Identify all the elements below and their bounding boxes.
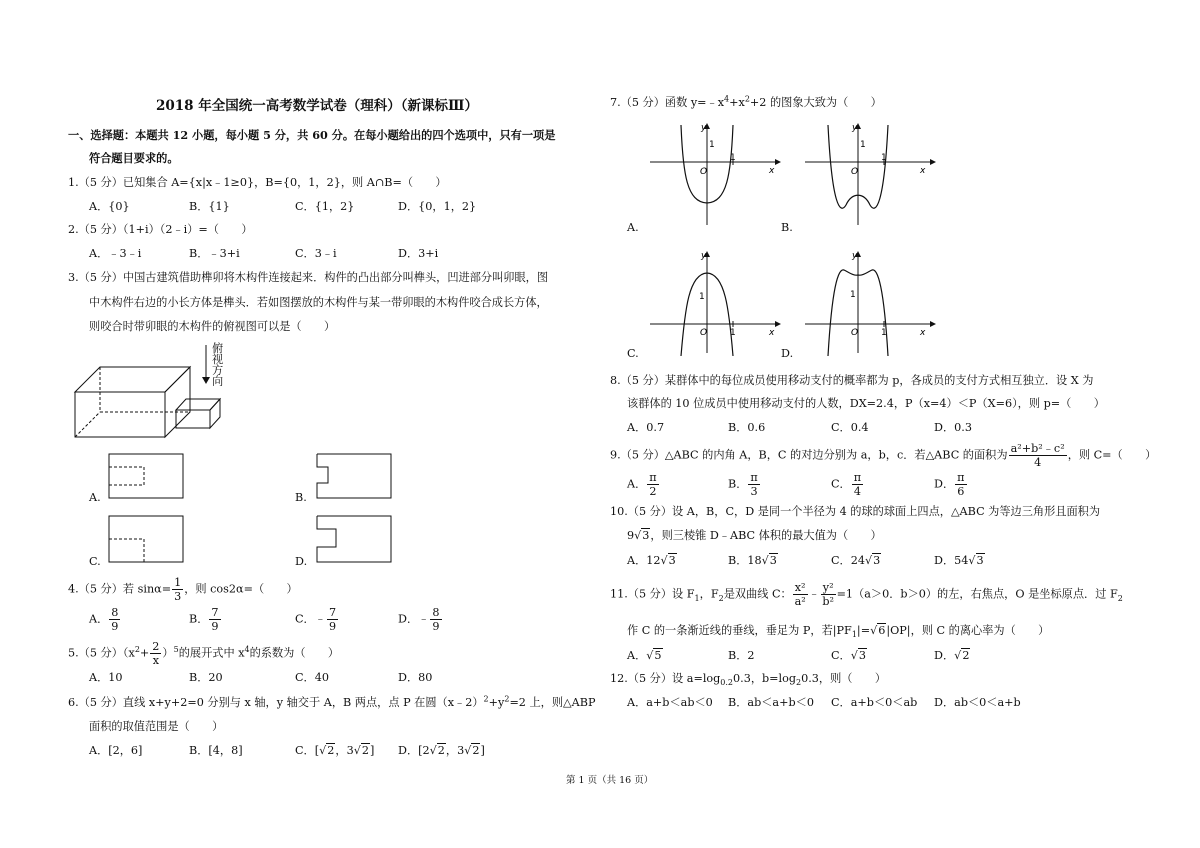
q11-option-b: B．2: [728, 649, 755, 662]
arrow-down-icon: [200, 343, 212, 385]
q11-option-d: D．√2: [934, 649, 970, 662]
section-header-cont: 符合题目要求的。: [89, 151, 179, 165]
q5-option-c: C．40: [295, 671, 329, 684]
q1-option-d: D．{0，1，2}: [398, 200, 477, 213]
q12-option-a: A．a+b＜ab＜0: [627, 696, 713, 709]
origin-label: O: [700, 328, 708, 338]
q10-option-c: C．24√3: [831, 554, 881, 567]
q6-option-d: D．[2√2，3√2]: [398, 744, 485, 757]
q8-option-a: A．0.7: [627, 421, 665, 434]
question-10-line1: 10.（5 分）设 A，B，C，D 是同一个半径为 4 的球的球面上四点，△ABC 为等边三角形且面积为: [610, 505, 1101, 518]
question-1-stem: 1.（5 分）已知集合 A={x|x﹣1≥0}，B={0，1，2}，则 A∩B=（ ）: [68, 176, 447, 189]
y-axis-label: y: [852, 251, 858, 261]
q10-option-d: D．54√3: [934, 554, 984, 567]
q7-graph-c: [645, 248, 785, 358]
x-axis-label: x: [920, 166, 926, 176]
question-12-stem: 12.（5 分）设 $a=\log_{0.2}0.3$，$b=\log_20.3$，则（ ）: [610, 672, 887, 688]
x-axis-label: x: [769, 166, 775, 176]
x-tick-label: 1: [730, 328, 736, 338]
q9-option-d: D． $\frac{\pi}{6}$: [934, 471, 965, 499]
question-11-line1: 11.（5 分）设 $F_1$，$F_2$是双曲线 C： $\frac{\text{x²}}{\text{a²}}$ ﹣ $\frac{\text{y²}}{\text{b²}}$ =1（a＞0．b＞0）的左，右焦点，O 是坐标原点．过 $F_2$: [610, 581, 1123, 609]
x-axis-label: x: [920, 328, 926, 338]
q7-option-a: A.: [627, 221, 639, 234]
q11-option-c: C．√3: [831, 649, 867, 662]
q10-option-b: B．18√3: [728, 554, 777, 567]
question-2-stem: 2.（5 分）（1+i）（2﹣i）=（ ）: [68, 223, 253, 236]
q7-option-c: C.: [627, 347, 639, 360]
y-tick-label: 1: [709, 140, 715, 150]
q6-option-b: B．[4，8]: [189, 744, 243, 757]
q3-option-c-figure: [108, 515, 184, 563]
q1-option-c: C．{1，2}: [295, 200, 355, 213]
q7-option-b: B.: [781, 221, 793, 234]
x-axis-label: x: [769, 328, 775, 338]
q5-option-d: D．80: [398, 671, 433, 684]
q7-graph-d: [800, 248, 940, 358]
question-5-stem: 5.（5 分）（$x^2+$ $\frac{2}{x}$ ）$^5$的展开式中 $x^4$的系数为（ ）: [68, 640, 340, 668]
section-header: 一、选择题：本题共 12 小题，每小题 5 分，共 60 分。在每小题给出的四个选项中，只有一项是: [68, 128, 556, 142]
q3-option-c: C.: [89, 555, 101, 568]
q6-option-a: A．[2，6]: [89, 744, 143, 757]
q6-option-c: C．[√2，3√2]: [295, 744, 375, 757]
question-3-line2: 中木构件右边的小长方体是榫头．若如图摆放的木构件与某一带卯眼的木构件咬合成长方体，: [89, 296, 548, 309]
y-tick-label: 1: [699, 292, 705, 302]
q2-option-b: B．﹣3+i: [189, 247, 240, 260]
question-7-stem: 7.（5 分）函数 $y=﹣x^4+x^2+2$ 的图象大致为（ ）: [610, 94, 882, 109]
q3-option-b-figure: [316, 453, 392, 499]
question-10-line2: 9√3，则三棱锥 D﹣ABC 体积的最大值为（ ）: [627, 529, 882, 542]
q3-option-b: B.: [295, 491, 307, 504]
question-8-line1: 8.（5 分）某群体中的每位成员使用移动支付的概率都为 p，各成员的支付方式相互独立．设 X 为: [610, 374, 1094, 387]
origin-label: O: [851, 328, 859, 338]
y-tick-label: 1: [860, 140, 866, 150]
q7-graph-b: [800, 120, 940, 230]
q2-option-a: A．﹣3﹣i: [89, 247, 142, 260]
q7-graph-a: [645, 120, 785, 230]
view-direction-label: 俯 视 方 向: [212, 342, 224, 388]
q8-option-d: D．0.3: [934, 421, 972, 434]
page-title: 2018 年全国统一高考数学试卷（理科）（新课标Ⅲ）: [156, 98, 478, 114]
question-4-stem: 4.（5 分）若 sinα= $\frac{1}{3}$ ，则 cos2α=（ ）: [68, 576, 298, 604]
origin-label: O: [700, 167, 708, 177]
q12-option-b: B．ab＜a+b＜0: [728, 696, 814, 709]
q8-option-b: B．0.6: [728, 421, 766, 434]
q3-option-d: D.: [295, 555, 308, 568]
q3-option-d-figure: [316, 515, 392, 563]
question-3-line3: 则咬合时带卯眼的木构件的俯视图可以是（ ）: [89, 320, 336, 333]
q12-option-c: C．a+b＜0＜ab: [831, 696, 918, 709]
y-axis-label: y: [701, 251, 707, 261]
question-3-line1: 3.（5 分）中国古建筑借助榫卯将木构件连接起来．构件的凸出部分叫榫头，凹进部分叫卯眼，图: [68, 271, 549, 284]
x-tick-label: 1: [730, 153, 736, 163]
q8-option-c: C．0.4: [831, 421, 869, 434]
q9-option-b: B． $\frac{\pi}{3}$: [728, 471, 758, 499]
q1-option-b: B．{1}: [189, 200, 230, 213]
x-tick-label: 1: [881, 328, 887, 338]
q11-option-a: A．√5: [627, 649, 662, 662]
q9-option-c: C． $\frac{\pi}{4}$: [831, 471, 862, 499]
question-6-line2: 面积的取值范围是（ ）: [89, 720, 224, 733]
q3-option-a-figure: [108, 453, 184, 499]
question-6-line1: 6.（5 分）直线 x+y+2=0 分别与 x 轴，y 轴交于 A，B 两点，点 P 在圆$(x﹣2)^2+y^2=2$ 上，则△ABP: [68, 694, 596, 709]
question-8-line2: 该群体的 10 位成员中使用移动支付的人数，DX=2.4，P（x=4）＜P（X=6），则 p=（ ）: [627, 397, 1105, 410]
q4-option-a: A． $\frac{8}{9}$: [89, 606, 119, 634]
origin-label: O: [851, 167, 859, 177]
q5-option-a: A．10: [89, 671, 123, 684]
q2-option-c: C．3﹣i: [295, 247, 337, 260]
q4-option-d: D．﹣ $\frac{8}{9}$: [398, 606, 440, 634]
q4-option-b: B． $\frac{7}{9}$: [189, 606, 219, 634]
y-tick-label: 1: [850, 290, 856, 300]
q5-option-b: B．20: [189, 671, 223, 684]
question-9-stem: 9.（5 分）△ABC 的内角 A，B，C 的对边分别为 a，b，c．若△ABC 的面积为 $\frac{\text{a²+b²﹣c²}}{4}$ ，则 C=（ ）: [610, 442, 1157, 470]
q10-option-a: A．12√3: [627, 554, 676, 567]
question-11-line2: 作 C 的一条渐近线的垂线，垂足为 P，若$|PF_1|=√6|OP|$，则 C 的离心率为（ ）: [627, 624, 1050, 640]
q7-option-d: D.: [781, 347, 794, 360]
q1-option-a: A．{0}: [89, 200, 130, 213]
x-tick-label: 1: [881, 153, 887, 163]
q4-option-c: C．﹣ $\frac{7}{9}$: [295, 606, 337, 634]
y-axis-label: y: [852, 123, 858, 133]
q12-option-d: D．ab＜0＜a+b: [934, 696, 1021, 709]
q2-option-d: D．3+i: [398, 247, 439, 260]
page-footer: 第 1 页（共 16 页）: [566, 775, 654, 786]
y-axis-label: y: [701, 123, 707, 133]
q9-option-a: A． $\frac{\pi}{2}$: [627, 471, 657, 499]
q3-option-a: A.: [89, 491, 101, 504]
